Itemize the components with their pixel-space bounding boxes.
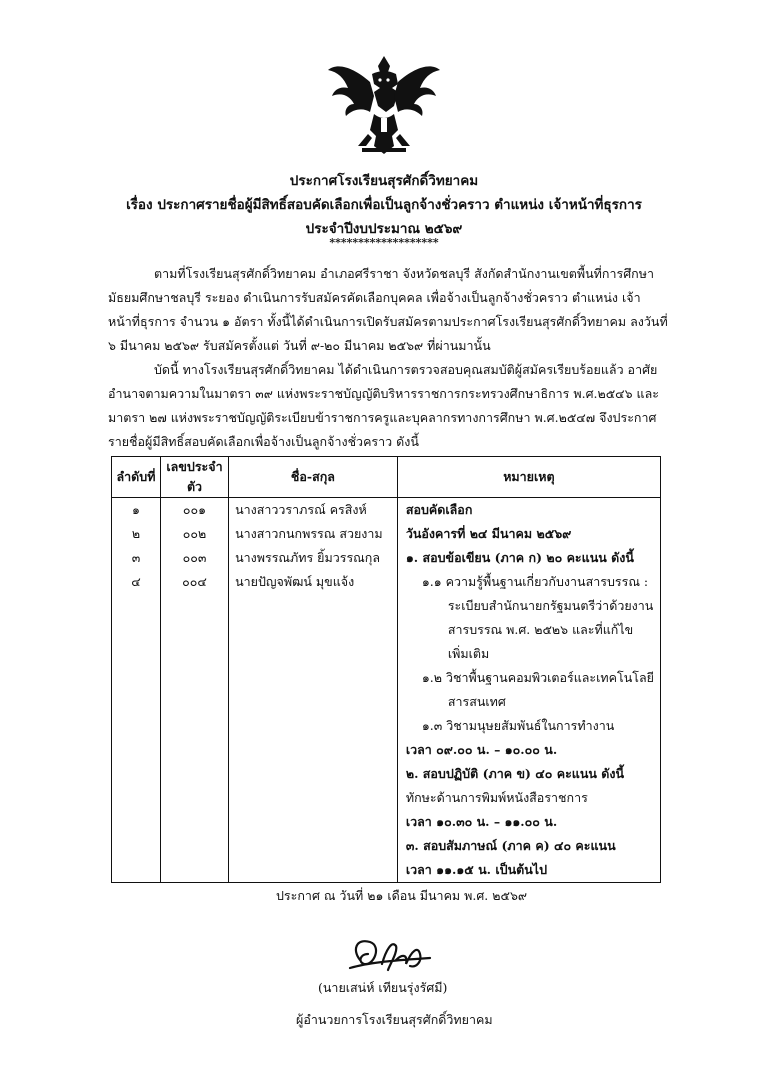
order-3: ๓ xyxy=(131,550,141,565)
paragraph-intro: ตามที่โรงเรียนสุรศักดิ์วิทยาคม อำเภอศรีราชา จังหวัดชลบุรี สังกัดสำนักงานเขตพื้นที่การศึกษามัธยมศึกษาชลบุรี ระยอง ดำเนินการรับสมัครคัดเลือกบุคคล เพื่อจ้างเป็นลูกจ้างชั่วคราว ตำแหน่ง เจ้าหน้าที่ธุรการ จำนวน ๑ อัตรา ทั้งนี้ได้ดำเนินการเปิดรับสมัครตามประกาศโรงเรียนสุรศักดิ์วิทยาคม ลงวันที่ ๖ มีนาคม ๒๕๖๙ รับสมัครตั้งแต่ วันที่ ๙-๒๐ มีนาคม ๒๕๖๙ ที่ผ่านมานั้น xyxy=(108,266,668,353)
remark-item-1-2: ๑.๒ วิชาพื้นฐานคอมพิวเตอร์และเทคโนโลยี xyxy=(421,670,654,685)
remark-item-1-1-line3: สารบรรณ พ.ศ. ๒๕๒๖ และที่แก้ไข xyxy=(447,622,634,637)
name-1: นางสาววราภรณ์ ครสิงห์ xyxy=(235,502,367,517)
name-column xyxy=(229,498,398,883)
id-3: ๐๐๓ xyxy=(182,550,207,565)
table-body-row xyxy=(112,498,661,883)
remarks-column xyxy=(397,498,660,883)
remark-item-1-1-line4: เพิ่มเติม xyxy=(447,646,490,661)
remark-practical-time: เวลา ๑๐.๓๐ น. – ๑๑.๐๐ น. xyxy=(405,814,558,829)
table-header-row xyxy=(112,457,661,498)
remark-interview-time: เวลา ๑๑.๑๕ น. เป็นต้นไป xyxy=(405,862,548,877)
header-name: ชื่อ-สกุล xyxy=(229,457,398,498)
header-order: ลำดับที่ xyxy=(112,457,161,498)
signer-name: (นายเสน่ห์ เทียนรุ่งรัศมี) xyxy=(318,980,448,995)
remark-exam-title: สอบคัดเลือก xyxy=(405,502,473,517)
remark-item-1-1: ๑.๑ ความรู้พื้นฐานเกี่ยวกับงานสารบรรณ : xyxy=(421,574,649,589)
signer-position: ผู้อำนวยการโรงเรียนสุรศักดิ์วิทยาคม xyxy=(296,1012,493,1027)
order-2: ๒ xyxy=(131,526,141,541)
id-2: ๐๐๒ xyxy=(182,526,207,541)
order-1: ๑ xyxy=(132,502,140,517)
paragraph-announcement: บัดนี้ ทางโรงเรียนสุรศักดิ์วิทยาคม ได้ดำเนินการตรวจสอบคุณสมบัติผู้สมัครเรียบร้อยแล้ว อาศัยอำนาจตามความในมาตรา ๓๙ แห่งพระราชบัญญัติบริหารราชการกระทรวงศึกษาธิการ พ.ศ.๒๕๔๖ และมาตรา ๒๗ แห่งพระราชบัญญัติระเบียบข้าราชการครูและบุคลากรทางการศึกษา พ.ศ.๒๕๔๗ จึงประกาศรายชื่อผู้มีสิทธิ์สอบคัดเลือกเพื่อจ้างเป็นลูกจ้างชั่วคราว ดังนี้ xyxy=(108,362,659,449)
remark-practical-skill: ทักษะด้านการพิมพ์หนังสือราชการ xyxy=(405,790,588,805)
remark-interview: ๓. สอบสัมภาษณ์ (ภาค ค) ๔๐ คะแนน xyxy=(405,838,616,853)
garuda-emblem-icon xyxy=(324,48,444,160)
order-column xyxy=(112,498,161,883)
announcement-subject: เรื่อง ประกาศรายชื่อผู้มีสิทธิ์สอบคัดเลือกเพื่อเป็นลูกจ้างชั่วคราว ตำแหน่ง เจ้าหน้าที่ธุรการ xyxy=(126,197,642,213)
id-1: ๐๐๑ xyxy=(182,502,207,517)
remark-item-1-1-line2: ระเบียบสำนักนายกรัฐมนตรีว่าด้วยงาน xyxy=(447,598,654,613)
remark-item-1-3: ๑.๓ วิชามนุษยสัมพันธ์ในการทำงาน xyxy=(421,718,615,733)
announcement-date: ประกาศ ณ วันที่ ๒๑ เดือน มีนาคม พ.ศ. ๒๕๖๙ xyxy=(276,888,528,903)
header-id: เลขประจำตัว xyxy=(160,457,228,498)
remark-written-exam: ๑. สอบข้อเขียน (ภาค ก) ๒๐ คะแนน ดังนี้ xyxy=(405,550,634,565)
id-4: ๐๐๔ xyxy=(182,574,207,589)
remark-written-time: เวลา ๐๙.๐๐ น. – ๑๐.๐๐ น. xyxy=(405,742,558,757)
name-2: นางสาวกนกพรรณ สวยงาม xyxy=(235,526,383,541)
name-3: นางพรรณภัทร ยิ้มวรรณกุล xyxy=(235,550,381,565)
remark-item-1-2-line2: สารสนเทศ xyxy=(447,694,506,709)
announcement-title: ประกาศโรงเรียนสุรศักดิ์วิทยาคม xyxy=(289,173,479,189)
candidate-table xyxy=(111,456,661,883)
id-column xyxy=(160,498,228,883)
remark-exam-date: วันอังคารที่ ๒๔ มีนาคม ๒๕๖๙ xyxy=(405,526,572,541)
header-remarks: หมายเหตุ xyxy=(397,457,660,498)
divider-stars: ******************* xyxy=(329,236,439,249)
announcement-fiscal-year: ประจำปีงบประมาณ ๒๕๖๙ xyxy=(305,221,463,237)
remark-practical-exam: ๒. สอบปฏิบัติ (ภาค ข) ๔๐ คะแนน ดังนี้ xyxy=(405,766,625,781)
name-4: นายปัญจพัฒน์ มุขแจ้ง xyxy=(235,574,355,589)
order-4: ๔ xyxy=(131,574,141,589)
